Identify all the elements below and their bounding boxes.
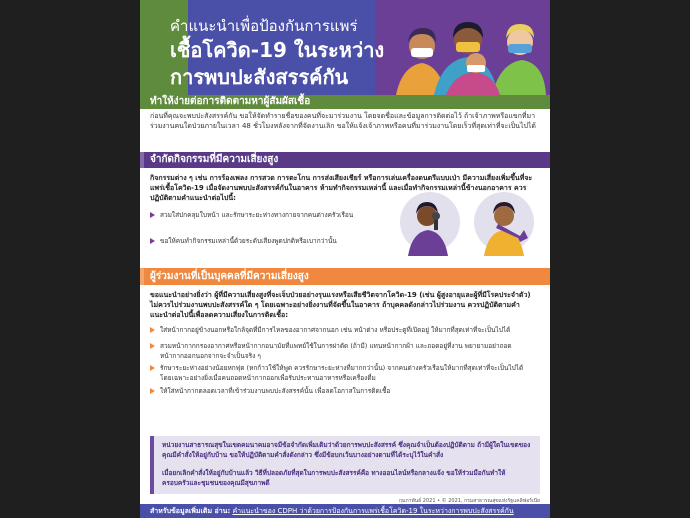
section-heading-contact-tracing: ทำให้ง่ายต่อการติดตามหาผู้สัมผัสเชื้อ [140,95,550,109]
section-high-risk-attendees-body: ขอแนะนำอย่างยิ่งว่า ผู้ที่มีความเสี่ยงสูงที่จะเจ็บป่วยอย่างรุนแรงหรือเสียชีวิตจากโควิด-19 (เช่น ผู้สูงอายุและผู้ที่มีโรคประจำตัว) ไม่ควรไปร่วมงานพบปะสังสรรค์ใด ๆ โดยเฉพาะอย่างยิ่งงานที่จัดขึ้นในอาคาร ถ้าบุคคลดังกล่าวไปร่วมงาน ควรปฏิบัติตามคำแนะนำต่อไปนี้เพื่อลดความเสี่ยงในการติดเชื้อ: [150,291,531,319]
bullet-arrow-icon [150,388,155,394]
bullet-arrow-icon [150,212,155,218]
section-high-risk-activities-body: กิจกรรมต่าง ๆ เช่น การร้องเพลง การสวด การตะโกน การส่งเสียงเชียร์ หรือการเล่นเครื่องดนตรีแบบเป่า มีความเสี่ยงเพิ่มขึ้นที่จะแพร่เชื้อโควิด-19 เมื่อจัดงานพบปะสังสรรค์กันในอาคาร ห้ามทำกิจกรรมเหล่านี้ และเมื่อทำกิจกรรมเหล่านี้ข้างนอกอาคาร ควรปฏิบัติตามคำแนะนำต่อไปนี้: [150,174,533,202]
footer-bar [140,504,550,518]
list-item: ขอให้คนทำกิจกรรมเหล่านี้ด้วยระดับเสียงพูดปกติหรือเบากว่านั้น [150,237,385,247]
bullet-arrow-icon [150,365,155,371]
singer-and-trumpeter-illustration [394,186,540,266]
cdph-guidance-link[interactable]: คำแนะนำของ CDPH ว่าด้วยการป้องกันการแพร่เชื้อโควิด-19 ในระหว่างการพบปะสังสรรค์กัน [232,507,514,515]
title-line-3: การพบปะสังสรรค์กัน [170,65,349,89]
title-line-1: คำแนะนำเพื่อป้องกันการแพร่ [170,17,358,35]
masked-people-illustration [396,8,546,95]
local-health-callout [150,436,540,494]
list-item: รักษาระยะห่างอย่างน้อยหกฟุต (หกก้าวใช้ให้พูด ควรรักษาระยะห่างที่มากกว่านั้น) จากคนต่างครัวเรือนให้มากที่สุดเท่าที่จะเป็นไปได้ โดยเฉพาะอย่างยิ่งเมื่อคนถอดหน้ากากออกเพื่อรับประทานอาหารหรือเครื่องดื่ม [150,364,540,383]
header-banner [140,0,550,95]
title-line-2: เชื้อโควิด-19 ในระหว่าง [170,38,385,62]
bullet-arrow-icon [150,343,155,349]
bullet-arrow-icon [150,327,155,333]
callout-text-safest-gatherings: เมื่อยกเลิกคำสั่งให้อยู่กับบ้านแล้ว วิธีที่ปลอดภัยที่สุดในการพบปะสังสรรค์คือ ทางออนไลน์หรือกลางแจ้ง ขอให้ร่วมมือกันทำให้ครอบครัวและชุมชนของคุณมีสุขภาพดี [162,469,506,487]
list-item: สวมใส่ปกคลุมใบหน้า และรักษาระยะห่างทางกายจากคนต่างครัวเรือน [150,211,385,221]
info-label: สำหรับข้อมูลเพิ่มเติม อ่าน: [150,507,231,515]
bullet-arrow-icon [150,238,155,244]
list-item: ให้ใส่หน้ากากตลอดเวลาที่เข้าร่วมงานพบปะสังสรรค์นั้น เพื่อลดโอกาสในการติดเชื้อ [150,387,540,397]
callout-text-local-orders: หน่วยงานสาธารณสุขในเขตคมนาคมอาจมีข้อจำกัดเพิ่มเติมว่าด้วยการพบปะสังสรรค์ ซึ่งคุณจำเป็นต้องปฏิบัติตาม ถ้ามีผู้ใดในเขตของคุณมีคำสั่งให้อยู่กับบ้าน ขอให้ปฏิบัติตามคำสั่งดังกล่าว ซึ่งมีข้อบกเว้นบางอย่างตามที่ได้ระบุไว้ในคำสั่ง [162,441,531,459]
section-heading-high-risk-activities: จำกัดกิจกรรมที่มีความเสี่ยงสูง [140,152,550,168]
list-item: สวมหน้ากากกรองอากาศหรือหน้ากากอนามัยที่แพทย์ใช้ในการผ่าตัด (ถ้ามี) แทนหน้ากากผ้า และถอดอยู่ที่งาน พยายามอย่าถอดหน้ากากออกนอกจากจะจำเป็นจริง ๆ [150,342,540,361]
date-copyright: กุมภาพันธ์ 2021 • © 2021, กรมสาธารณสุขแห่งรัฐแคลิฟอร์เนีย [399,498,540,504]
flyer-page [140,0,550,518]
section-contact-tracing-body: ก่อนที่คุณจะพบปะสังสรรค์กัน ขอให้จัดทำรายชื่อของคนที่จะมาร่วมงาน โดยจดชื่อและข้อมูลการติดต่อไว้ ถ้าเจ้าภาพหรือแขกที่มาร่วมงานคนใดป่วยภายในเวลา 48 ชั่วโมงหลังจากที่จัดงานเลิก ขอให้แจ้งเจ้าภาพหรือคนที่มาร่วมงานโดยเร็วที่สุดเท่าที่จะเป็นไปได้ [150,112,536,130]
list-item: ใส่หน้ากากอยู่ข้างนอกหรือใกล้จุดที่มีการไหลของอากาศจากนอก เช่น หน้าต่าง หรือประตูที่เปิดอยู่ ให้มากที่สุดเท่าที่จะเป็นไปได้ [150,326,540,336]
section-heading-high-risk-attendees: ผู้ร่วมงานที่เป็นบุคคลที่มีความเสี่ยงสูง [140,268,550,285]
